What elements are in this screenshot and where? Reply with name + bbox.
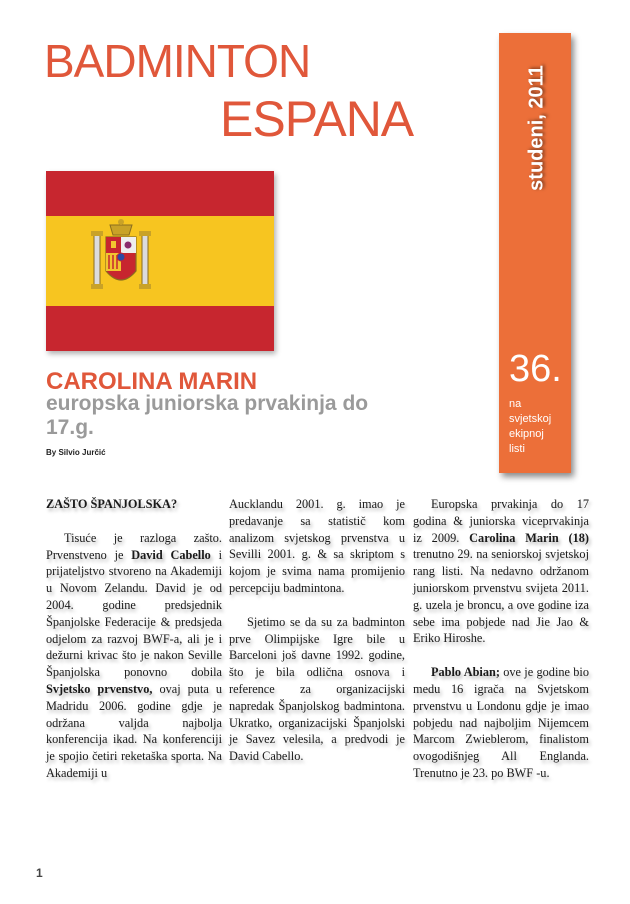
event-highlight: Svjetsko prvenstvo,: [46, 681, 153, 696]
article-column-3: [413, 496, 589, 782]
name-highlight: Pablo Abian;: [431, 665, 500, 680]
name-highlight: Carolina Marin (18): [469, 530, 589, 545]
article-column-2: [229, 496, 405, 765]
article-heading: ZAŠTO ŠPANJOLSKA?: [46, 497, 178, 511]
name-highlight: David Cabello: [131, 547, 211, 562]
article-paragraph: Aucklandu 2001. g. imao je predavanje sa statistič kom analizom svjetskog prvenstva u Sevilli 2001. g. & sa skriptom s kojom je svima nama promijenio percepciju badmintona.: [229, 497, 405, 595]
issue-date: studeni, 2011: [525, 65, 548, 191]
rank-description: [509, 397, 569, 457]
spain-flag-svg: [46, 171, 274, 351]
headline-title: CAROLINA MARIN: [46, 368, 258, 395]
date-vertical: [507, 53, 567, 203]
headline-subtitle: europska juniorska prvakinja do 17.g.: [46, 392, 369, 439]
rank-line: listi: [509, 443, 525, 455]
article-paragraph: Tisuće je razloga zašto. Prvenstveno je David Cabello i prijateljstvo stvoreno na Akademiji u Novom Zelandu. David je od 2004. godine predsjednik Španjolske Federacije & predsjeda odjelom za razvoj BWF-a, ali je i dežurni krivac što je nakon Seville Španjolska ponovno dobila Svjetsko prvenstvo, ovaj puta u Madridu 2006. godine gdje je održana valjda najbolja konferencija ikad. Na konferenciji je spojio četiri reketaška sporta. Na Akademiji u: [46, 530, 222, 780]
orange-sidebar: [499, 33, 571, 473]
rank-line: ekipnoj: [509, 428, 544, 440]
article-column-1: [46, 496, 222, 782]
masthead-badminton: BADMINTON: [44, 35, 311, 87]
rank-line: svjetskoj: [509, 413, 552, 425]
rank-number: 36.: [509, 348, 562, 390]
masthead-espana: ESPANA: [220, 91, 414, 147]
rank-line: na: [509, 398, 522, 410]
spain-flag-image: [46, 171, 274, 351]
article-paragraph: Europska prvakinja do 17 godina & juniorska viceprvakinja iz 2009. Carolina Marin (18) trenutno 29. na seniorskoj svjetskoj rang listi. Na nedavno održanom juniorskom prvenstvu svijeta 2011. g. uzela je broncu, a ove godine iza sebe ima pobjede nad Jie Jao & Eriko Hiroshe.: [413, 497, 589, 646]
article-paragraph: Sjetimo se da su za badminton prve Olimpijske Igre bile u Barceloni još davne 1992. godine, što je bila odlična osnova i reference za organizacijski napredak Španjolskog badmintona. Ukratko, organizacijski Španjolski je Savez velesila, a predvodi je David Cabello.: [229, 614, 405, 764]
article-paragraph: Pablo Abian; ove je godine bio medu 16 igrača na Svjetskom prvenstvu u Londonu gdje je imao pobjedu nad najboljim Nijemcem Marcom Zwieblerom, finalistom ovogodišnjeg All Englanda. Trenutno je 23. po BWF -u.: [413, 665, 589, 780]
byline: By Silvio Jurčić: [46, 448, 106, 457]
page-number: 1: [36, 866, 43, 880]
